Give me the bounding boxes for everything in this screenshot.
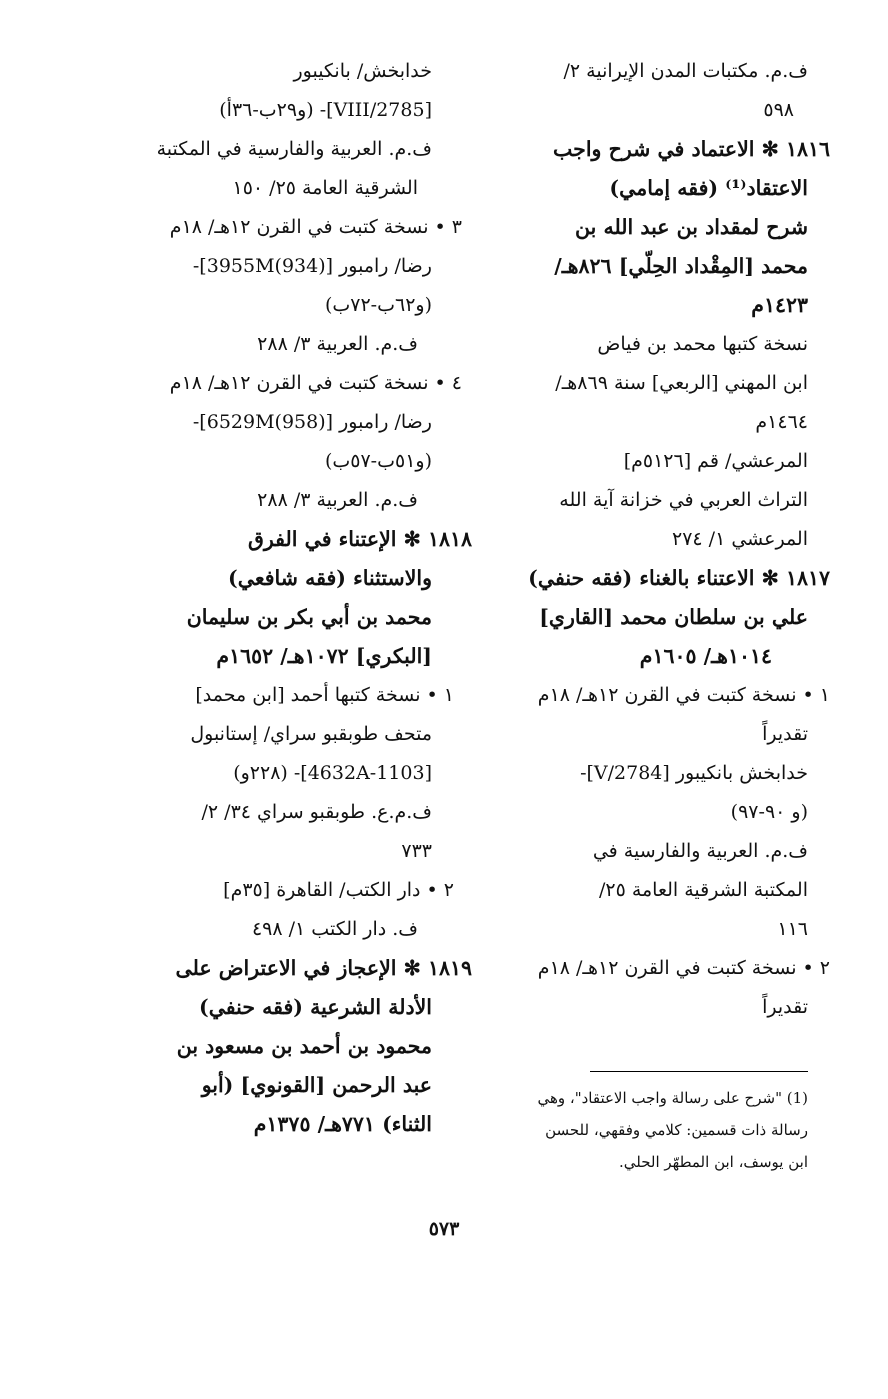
text-line: ١٨١٧ ✻ الاعتناء بالغناء (فقه حنفي) (528, 566, 830, 590)
text-line: خدابخش بانكيبور [2784/V]- (580, 762, 808, 784)
left-column (78, 52, 472, 1144)
text-line: ١٨١٨ ✻ الإعتناء في الفرق (247, 527, 472, 551)
text-line: [البكري] ١٠٧٢هـ/ ١٦٥٢م (216, 644, 432, 668)
text-line: ١٤٦٤م (755, 411, 808, 433)
text-line: محمد بن أبي بكر بن سليمان (186, 605, 432, 629)
text-line: ١١٦ (777, 918, 808, 940)
text-line: محمود بن أحمد بن مسعود بن (176, 1034, 432, 1058)
text-line: الشرقية العامة ٢٥/ ١٥٠ (232, 177, 418, 199)
text-line: نسخة كتبها محمد بن فياض (597, 333, 808, 355)
footnote-divider (590, 1071, 808, 1072)
page-number: ٥٧٣ (428, 1218, 460, 1240)
text-line: المكتبة الشرقية العامة ٢٥/ (598, 879, 808, 901)
text-line: ف.م. مكتبات المدن الإيرانية ٢/ (563, 60, 808, 82)
footnote (470, 1082, 808, 1178)
text-line: علي بن سلطان محمد [القاري] (539, 605, 808, 629)
text-line: تقديراً (762, 723, 808, 745)
text-line: ف.م.ع. طوبقبو سراي ٣٤/ ٢/ (201, 801, 432, 823)
text-line: ١ • نسخة كتبها أحمد [ابن محمد] (195, 684, 454, 706)
text-line: ف. دار الكتب ١/ ٤٩٨ (251, 918, 418, 940)
text-line: الاعتقاد⁽¹⁾ (فقه إمامي) (609, 176, 808, 200)
text-line: (و٥١ب-٥٧ب) (324, 450, 432, 472)
text-line: ٢ • نسخة كتبت في القرن ١٢هـ/ ١٨م (537, 957, 830, 979)
text-line: رضا/ رامبور [6529M(958)]- (192, 411, 432, 433)
right-column (470, 52, 830, 1027)
text-line: ٢ • دار الكتب/ القاهرة [٣٥م] (223, 879, 454, 901)
text-line: (و ٩٠-٩٧) (730, 801, 808, 823)
text-line: ٣ • نسخة كتبت في القرن ١٢هـ/ ١٨م (169, 216, 462, 238)
text-line: ١٨١٦ ✻ الاعتماد في شرح واجب (553, 137, 830, 161)
text-line: ٥٩٨ (763, 99, 794, 121)
text-line: التراث العربي في خزانة آية الله (559, 489, 808, 511)
text-line: ف.م. العربية والفارسية في (592, 840, 808, 862)
text-line: المرعشي ١/ ٢٧٤ (672, 528, 808, 550)
text-line: ١٠١٤هـ/ ١٦٠٥م (639, 644, 772, 668)
text-line: الثناء) ٧٧١هـ/ ١٣٧٥م (253, 1112, 432, 1136)
text-line: ف.م. العربية والفارسية في المكتبة (156, 138, 432, 160)
text-line: ف.م. العربية ٣/ ٢٨٨ (257, 333, 418, 355)
text-line: ٤ • نسخة كتبت في القرن ١٢هـ/ ١٨م (169, 372, 462, 394)
text-line: الأدلة الشرعية (فقه حنفي) (199, 995, 432, 1019)
text-line: ١٤٢٣م (751, 293, 808, 317)
text-line: [4632A-1103]- (٢٢٨و) (233, 762, 432, 784)
text-line: عبد الرحمن [القونوي] (أبو (201, 1073, 432, 1097)
text-line: (و٦٢ب-٧٢ب) (324, 294, 432, 316)
text-line: محمد [المِقْداد الحِلّي] ٨٢٦هـ/ (554, 254, 808, 278)
text-line: ١٨١٩ ✻ الإعجاز في الاعتراض على (175, 956, 472, 980)
text-line: رضا/ رامبور [3955M(934)]- (192, 255, 432, 277)
text-line: المرعشي/ قم [٥١٢٦م] (623, 450, 808, 472)
footnote-line: رسالة ذات قسمين: كلامي وفقهي، للحسن (545, 1121, 808, 1139)
text-line: خدابخش/ بانكيبور (293, 60, 432, 82)
text-line: والاستثناء (فقه شافعي) (228, 566, 432, 590)
footnote-line: ابن يوسف، ابن المطهّر الحلي. (618, 1153, 808, 1171)
text-line: شرح لمقداد بن عبد الله بن (575, 215, 808, 239)
text-line: ابن المهني [الربعي] سنة ٨٦٩هـ/ (555, 372, 808, 394)
footnote-line: (1) "شرح على رسالة واجب الاعتقاد"، وهي (537, 1089, 808, 1107)
text-line: تقديراً (762, 996, 808, 1018)
text-line: ١ • نسخة كتبت في القرن ١٢هـ/ ١٨م (537, 684, 830, 706)
text-line: [2785/VIII]- (و٢٩ب-٣٦أ) (219, 99, 432, 121)
text-line: متحف طوبقبو سراي/ إستانبول (190, 723, 432, 745)
text-line: ٧٣٣ (401, 840, 432, 862)
text-line: ف.م. العربية ٣/ ٢٨٨ (257, 489, 418, 511)
